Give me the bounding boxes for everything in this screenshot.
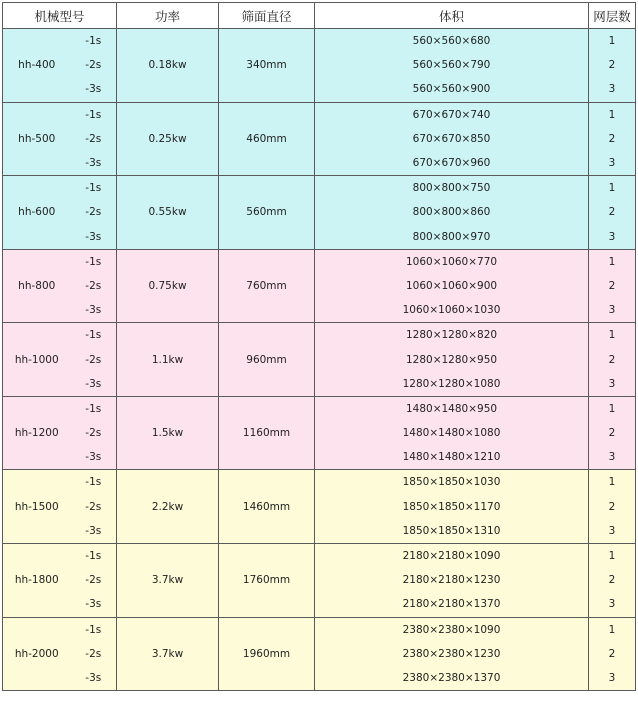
layers-cell: 3: [589, 298, 636, 323]
power-cell: 1.1kw: [117, 323, 219, 397]
suffix-cell: -2s: [71, 421, 117, 445]
layers-cell: 2: [589, 53, 636, 77]
table-row: [3, 53, 636, 77]
suffix-cell: -2s: [71, 347, 117, 371]
table-row: [3, 592, 636, 617]
table-row: [3, 347, 636, 371]
suffix-cell: -1s: [71, 102, 117, 127]
suffix-cell: -3s: [71, 592, 117, 617]
volume-cell: 2380×2380×1230: [315, 642, 589, 666]
volume-cell: 1480×1480×1210: [315, 445, 589, 470]
layers-cell: 1: [589, 617, 636, 642]
table-row: [3, 274, 636, 298]
volume-cell: 670×670×740: [315, 102, 589, 127]
suffix-cell: -2s: [71, 274, 117, 298]
diameter-cell: 1960mm: [219, 617, 315, 691]
layers-cell: 3: [589, 519, 636, 544]
volume-cell: 670×670×850: [315, 127, 589, 151]
suffix-cell: -1s: [71, 176, 117, 201]
table-row: [3, 127, 636, 151]
volume-cell: 800×800×860: [315, 200, 589, 224]
suffix-cell: -2s: [71, 53, 117, 77]
table-row: [3, 396, 636, 421]
volume-cell: 560×560×900: [315, 77, 589, 102]
volume-cell: 2180×2180×1230: [315, 568, 589, 592]
suffix-cell: -3s: [71, 372, 117, 397]
volume-cell: 560×560×680: [315, 29, 589, 54]
volume-cell: 1850×1850×1310: [315, 519, 589, 544]
power-cell: 0.55kw: [117, 176, 219, 250]
table-row: [3, 298, 636, 323]
header-volume: 体积: [315, 3, 589, 29]
suffix-cell: -2s: [71, 127, 117, 151]
volume-cell: 670×670×960: [315, 151, 589, 176]
layers-cell: 2: [589, 642, 636, 666]
diameter-cell: 460mm: [219, 102, 315, 176]
suffix-cell: -3s: [71, 225, 117, 250]
volume-cell: 2180×2180×1090: [315, 543, 589, 568]
layers-cell: 3: [589, 77, 636, 102]
layers-cell: 2: [589, 200, 636, 224]
diameter-cell: 760mm: [219, 249, 315, 323]
header-power: 功率: [117, 3, 219, 29]
model-cell: hh-400: [3, 29, 71, 103]
suffix-cell: -3s: [71, 77, 117, 102]
layers-cell: 1: [589, 102, 636, 127]
diameter-cell: 1160mm: [219, 396, 315, 470]
table-row: [3, 495, 636, 519]
suffix-cell: -2s: [71, 495, 117, 519]
header-diameter: 筛面直径: [219, 3, 315, 29]
model-cell: hh-1500: [3, 470, 71, 544]
volume-cell: 560×560×790: [315, 53, 589, 77]
layers-cell: 1: [589, 470, 636, 495]
header-layers: 网层数: [589, 3, 636, 29]
layers-cell: 3: [589, 592, 636, 617]
volume-cell: 800×800×750: [315, 176, 589, 201]
table-row: [3, 29, 636, 54]
model-cell: hh-2000: [3, 617, 71, 691]
model-cell: hh-800: [3, 249, 71, 323]
suffix-cell: -1s: [71, 323, 117, 348]
suffix-cell: -1s: [71, 470, 117, 495]
layers-cell: 1: [589, 543, 636, 568]
volume-cell: 1280×1280×950: [315, 347, 589, 371]
suffix-cell: -3s: [71, 151, 117, 176]
layers-cell: 3: [589, 151, 636, 176]
suffix-cell: -1s: [71, 29, 117, 54]
spec-table: [2, 2, 636, 691]
suffix-cell: -1s: [71, 543, 117, 568]
table-row: [3, 470, 636, 495]
layers-cell: 2: [589, 274, 636, 298]
table-row: [3, 77, 636, 102]
header-model: 机械型号: [3, 3, 117, 29]
table-row: [3, 543, 636, 568]
diameter-cell: 1760mm: [219, 543, 315, 617]
diameter-cell: 340mm: [219, 29, 315, 103]
suffix-cell: -3s: [71, 298, 117, 323]
model-cell: hh-600: [3, 176, 71, 250]
layers-cell: 1: [589, 323, 636, 348]
power-cell: 1.5kw: [117, 396, 219, 470]
suffix-cell: -3s: [71, 666, 117, 691]
volume-cell: 1060×1060×1030: [315, 298, 589, 323]
layers-cell: 2: [589, 495, 636, 519]
layers-cell: 1: [589, 249, 636, 274]
spec-table-body: [3, 29, 636, 691]
layers-cell: 2: [589, 127, 636, 151]
model-cell: hh-500: [3, 102, 71, 176]
power-cell: 3.7kw: [117, 617, 219, 691]
table-row: [3, 445, 636, 470]
power-cell: 2.2kw: [117, 470, 219, 544]
suffix-cell: -2s: [71, 568, 117, 592]
suffix-cell: -1s: [71, 396, 117, 421]
volume-cell: 1280×1280×820: [315, 323, 589, 348]
table-row: [3, 151, 636, 176]
table-row: [3, 200, 636, 224]
suffix-cell: -2s: [71, 200, 117, 224]
model-cell: hh-1000: [3, 323, 71, 397]
power-cell: 0.18kw: [117, 29, 219, 103]
volume-cell: 2380×2380×1090: [315, 617, 589, 642]
layers-cell: 1: [589, 396, 636, 421]
suffix-cell: -3s: [71, 445, 117, 470]
power-cell: 3.7kw: [117, 543, 219, 617]
suffix-cell: -1s: [71, 249, 117, 274]
volume-cell: 1060×1060×900: [315, 274, 589, 298]
volume-cell: 2380×2380×1370: [315, 666, 589, 691]
table-row: [3, 225, 636, 250]
layers-cell: 1: [589, 176, 636, 201]
volume-cell: 1480×1480×1080: [315, 421, 589, 445]
table-row: [3, 421, 636, 445]
table-row: [3, 617, 636, 642]
layers-cell: 3: [589, 225, 636, 250]
volume-cell: 2180×2180×1370: [315, 592, 589, 617]
volume-cell: 800×800×970: [315, 225, 589, 250]
diameter-cell: 960mm: [219, 323, 315, 397]
table-row: [3, 323, 636, 348]
suffix-cell: -3s: [71, 519, 117, 544]
layers-cell: 3: [589, 445, 636, 470]
layers-cell: 2: [589, 421, 636, 445]
layers-cell: 3: [589, 666, 636, 691]
table-row: [3, 519, 636, 544]
table-row: [3, 372, 636, 397]
volume-cell: 1060×1060×770: [315, 249, 589, 274]
header-row: [3, 3, 636, 29]
layers-cell: 1: [589, 29, 636, 54]
model-cell: hh-1800: [3, 543, 71, 617]
power-cell: 0.25kw: [117, 102, 219, 176]
suffix-cell: -2s: [71, 642, 117, 666]
volume-cell: 1850×1850×1170: [315, 495, 589, 519]
table-row: [3, 249, 636, 274]
diameter-cell: 1460mm: [219, 470, 315, 544]
layers-cell: 2: [589, 568, 636, 592]
volume-cell: 1280×1280×1080: [315, 372, 589, 397]
table-row: [3, 568, 636, 592]
volume-cell: 1850×1850×1030: [315, 470, 589, 495]
model-cell: hh-1200: [3, 396, 71, 470]
layers-cell: 3: [589, 372, 636, 397]
table-row: [3, 102, 636, 127]
suffix-cell: -1s: [71, 617, 117, 642]
diameter-cell: 560mm: [219, 176, 315, 250]
layers-cell: 2: [589, 347, 636, 371]
table-row: [3, 176, 636, 201]
volume-cell: 1480×1480×950: [315, 396, 589, 421]
power-cell: 0.75kw: [117, 249, 219, 323]
table-row: [3, 642, 636, 666]
table-row: [3, 666, 636, 691]
